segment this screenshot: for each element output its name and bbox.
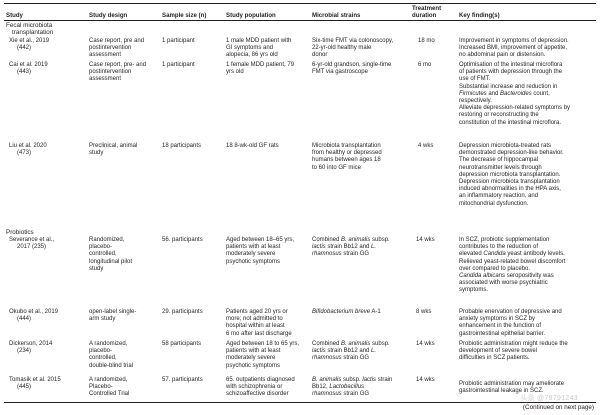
table-bottom-rule: [4, 402, 596, 403]
tomasik-sample: 57. participants: [162, 377, 203, 383]
xie-study: Xie et al., 2019 (442): [9, 38, 50, 52]
header-study: Study: [6, 12, 23, 19]
dickerson-findings: Probiotic administration might reduce the development of severe bowel difficulties in SCZ patients.: [459, 341, 568, 362]
liu-strains: Microbiota transplantation from healthy or depressed humans between ages 18 to 60 into GF mice: [312, 143, 382, 171]
severance-population: Aged between 18–65 yrs, patients with at least moderately severe psychotic symptoms: [226, 237, 295, 265]
xie-strains: Six-time FMT via colonoscopy, 22-yr-old healthy male donor: [312, 38, 394, 59]
liu-study: Liu et al. 2020 (473): [9, 143, 47, 157]
header-microbial-strains: Microbial strains: [312, 12, 361, 19]
tomasik-findings: Probiotic administration may ameliorate gastrointestinal leakage in SCZ.: [459, 381, 565, 395]
severance-study: Severance et al., 2017 (235): [9, 237, 55, 251]
section-fmt: Fecal microbiota transplantation: [6, 22, 54, 37]
severance-strains: Combined B. animalis subsp. lactis strain Bb12 and L. rhamnosus strain GG: [312, 237, 390, 258]
dickerson-strains: Combined B. animalis subsp. lactis strain Bb12 and L. rhamnosus strain GG: [312, 341, 390, 362]
cai-population: 1 female MDD patient, 79 yrs old: [226, 62, 295, 76]
okubo-population: Patients aged 20 yrs or more; not admitted to hospital within at least 6 mo after last discharge: [226, 309, 292, 337]
tomasik-study: Tomasik et al. 2015 (445): [9, 377, 61, 391]
tomasik-strains: B. animalis subsp. lactis strain Bb12, Lactobacillus rhamnosus strain GG: [312, 377, 393, 398]
okubo-duration: 8 wks: [416, 309, 432, 315]
header-key-findings: Key finding(s): [459, 12, 500, 19]
cai-study: Cai et al. 2019 (443): [9, 62, 48, 76]
okubo-study: Okubo et al., 2019 (444): [9, 309, 59, 323]
tomasik-population: 65. outpatients diagnosed with schizophrenia or schizoaffective disorder: [226, 377, 295, 398]
table-top-rule: [4, 3, 596, 4]
header-study-population: Study population: [226, 12, 276, 19]
tomasik-duration: 14 wks: [416, 377, 435, 383]
xie-duration: 18 mo: [418, 38, 435, 44]
okubo-sample: 29. participants: [162, 309, 203, 315]
severance-findings: In SCZ, probiotic supplementation contributes to the reduction of elevated Candida yeast antibody levels. Relieved yeast-related bowel discomfort over compared to placebo. Candida albicans seropositivity was associated with worse psychiatric symptoms.: [459, 237, 566, 294]
liu-duration: 4 wks: [418, 143, 434, 149]
dickerson-duration: 14 wks: [416, 341, 435, 347]
severance-duration: 14 wks: [416, 237, 435, 243]
xie-sample: 1 participant: [162, 38, 195, 44]
header-study-design: Study design: [89, 12, 128, 19]
continued-note: (Continued on next page): [522, 404, 594, 411]
severance-design: Randomized, placebo- controlled, longitudinal pilot study: [89, 237, 133, 272]
xie-design: Case report, pre and postintervention assessment: [89, 38, 145, 59]
cai-strains: 6-yr-old grandson, single-time FMT via gastroscope: [312, 62, 392, 76]
okubo-strains: Bifidobacterium breve A-1: [312, 309, 381, 315]
okubo-findings: Probable enervation of depressive and anxiety symptoms in SCZ by enhancement in the function of gastrointestinal epithelial barrier.: [459, 309, 562, 337]
cai-findings: Optimisation of the intestinal microflora of patients with depression through the use of FMT. Substantial increase and reduction in Firmicutes and Bacteroides count, respectively. Alleviate depression-related symptoms by restoring or reconstructing the constitution of the intestinal microflora.: [459, 62, 571, 126]
liu-design: Preclinical, animal study: [89, 143, 138, 157]
cai-sample: 1 participant: [162, 62, 195, 68]
severance-sample: 56. participants: [162, 237, 203, 243]
liu-findings: Depression microbiota-treated rats demonstrated depression-like behavior. The decrease of hippocampal neurotransmitter levels through depression microbiota transplantation. Depression microbiota transplantation induced abnormalities in the HPA axis, an inflammatory reaction, and mitochondrial dysfunction.: [459, 143, 564, 207]
liu-population: 18 8-wk-old GF rats: [226, 143, 279, 149]
dickerson-population: Aged between 18 to 65 yrs, patients with at least moderately severe psychotic symptoms: [226, 341, 300, 369]
watermark: 头条 @79791243: [520, 395, 578, 402]
okubo-design: open-label single- arm study: [89, 309, 137, 323]
xie-population: 1 male MDD patient with GI symptoms and alopecia, 86 yrs old: [226, 38, 292, 59]
section-probiotics: Probiotics: [6, 229, 34, 236]
tomasik-design: A randomized, Placebo- Controlled Trial: [89, 377, 130, 398]
header-treatment-duration: Treatment duration: [412, 5, 442, 20]
xie-findings: Improvement in symptoms of depression. Increased BMI, improvement of appetite, no abdominal pain or distension.: [459, 38, 569, 59]
dickerson-sample: 58 participants: [162, 341, 202, 347]
dickerson-study: Dickerson, 2014 (234): [9, 341, 53, 355]
cai-duration: 6 mo: [418, 62, 432, 68]
dickerson-design: A randomized, placebo- controlled, double-blind trial: [89, 341, 134, 369]
cai-design: Case report, pre- and postintervention assessment: [89, 62, 147, 83]
header-bottom-rule: [4, 20, 596, 21]
liu-sample: 18 participants: [162, 143, 202, 149]
header-sample-size: Sample size (n): [162, 12, 207, 19]
